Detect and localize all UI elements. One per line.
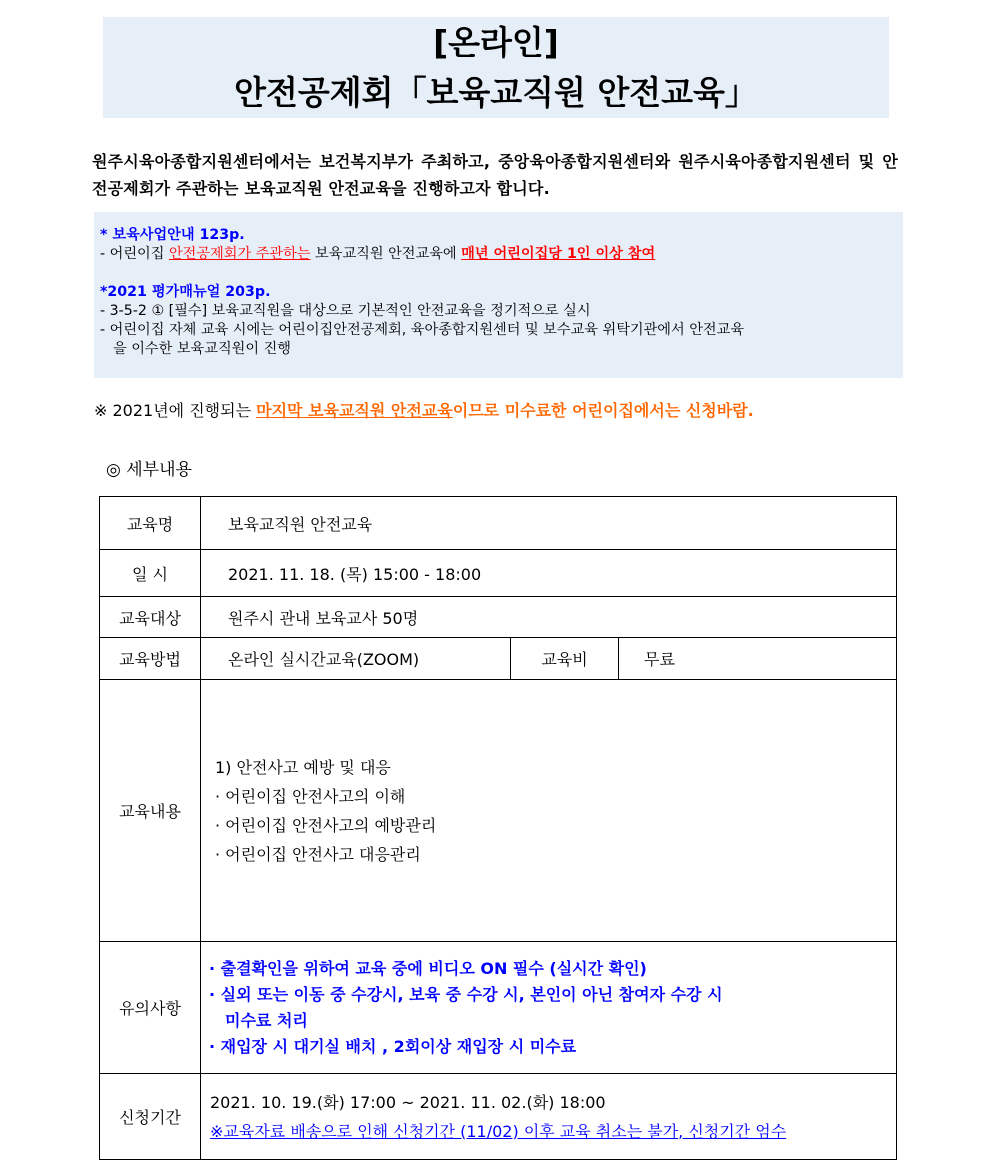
notice-line [94, 400, 754, 422]
table-row-caution [100, 942, 897, 1074]
notice-underlined: 마지막 보육교직원 안전교육 [256, 401, 453, 420]
manual-title: *2021 평가매뉴얼 203p. [100, 284, 271, 300]
details-table [99, 496, 897, 1160]
guide-highlight-requirement: 매년 어린이집당 1인 이상 참여 [461, 246, 656, 262]
table-row-datetime [100, 550, 897, 597]
guide-prefix: - 어린이집 [100, 246, 169, 262]
manual-line-2: - 어린이집 자체 교육 시에는 어린이집안전공제회, 육아종합지원센터 및 보수교육 위탁기관에서 안전교육 [100, 322, 745, 338]
table-row-content [100, 680, 897, 942]
table-row-method [100, 638, 897, 680]
notice-prefix: ※ 2021년에 진행되는 [94, 401, 257, 420]
period-dates: 2021. 10. 19.(화) 17:00 ~ 2021. 11. 02.(화) 18:00 [210, 1092, 606, 1112]
table-row-period [100, 1074, 897, 1160]
content-line-3: · 어린이집 안전사고의 예방관리 [215, 815, 437, 835]
table-row-name [100, 497, 897, 550]
content-line-2: · 어린이집 안전사고의 이해 [215, 786, 406, 806]
intro-paragraph: 원주시육아종합지원센터에서는 보건복지부가 주최하고, 중앙육아종합지원센터와 원주시육아종합지원센터 및 안전공제회가 주관하는 보육교직원 안전교육을 진행하고자 합니다. [92, 152, 898, 198]
value-datetime: 2021. 11. 18. (목) 15:00 - 18:00 [201, 550, 897, 597]
page-title: 안전공제회「보육교직원 안전교육」 [234, 73, 758, 112]
guide-line [100, 245, 903, 264]
value-content [201, 680, 897, 942]
content-line-1: 1) 안전사고 예방 및 대응 [215, 757, 391, 777]
label-datetime: 일 시 [100, 550, 201, 597]
label-caution: 유의사항 [100, 942, 201, 1074]
caution-line-1: · 출결확인을 위하여 교육 중에 비디오 ON 필수 (실시간 확인) [209, 958, 647, 978]
label-fee: 교육비 [511, 638, 619, 680]
manual-line-3: 을 이수한 보육교직원이 진행 [113, 341, 291, 357]
period-note: ※교육자료 배송으로 인해 신청기간 (11/02) 이후 교육 취소는 불가, 신청기간 엄수 [210, 1121, 787, 1141]
guide-middle: 보육교직원 안전교육에 [310, 246, 462, 262]
title-online: [온라인] [433, 23, 559, 62]
caution-line-4: · 재입장 시 대기실 배치 , 2회이상 재입장 시 미수료 [209, 1036, 577, 1056]
label-name: 교육명 [100, 497, 201, 550]
reference-box [94, 212, 903, 378]
label-period: 신청기간 [100, 1074, 201, 1160]
guide-title: * 보육사업안내 123p. [100, 227, 245, 243]
content-line-4: · 어린이집 안전사고 대응관리 [215, 844, 421, 864]
notice-suffix: 이므로 미수료한 어린이집에서는 신청바람. [452, 401, 754, 420]
value-fee: 무료 [619, 638, 897, 680]
value-period [201, 1074, 897, 1160]
value-name: 보육교직원 안전교육 [201, 497, 897, 550]
label-target: 교육대상 [100, 597, 201, 638]
caution-line-3: 미수료 처리 [225, 1010, 308, 1030]
section-title: ◎ 세부내용 [106, 460, 192, 480]
value-method: 온라인 실시간교육(ZOOM) [201, 638, 511, 680]
label-content: 교육내용 [100, 680, 201, 942]
manual-line-1: - 3-5-2 ① [필수] 보육교직원을 대상으로 기본적인 안전교육을 정기적으로 실시 [100, 303, 591, 319]
table-row-target [100, 597, 897, 638]
title-banner [103, 17, 889, 118]
label-method: 교육방법 [100, 638, 201, 680]
guide-highlight-organizer: 안전공제회가 주관하는 [168, 246, 311, 262]
value-caution [201, 942, 897, 1074]
caution-line-2: · 실외 또는 이동 중 수강시, 보육 중 수강 시, 본인이 아닌 참여자 수강 시 [209, 984, 723, 1004]
value-target: 원주시 관내 보육교사 50명 [201, 597, 897, 638]
